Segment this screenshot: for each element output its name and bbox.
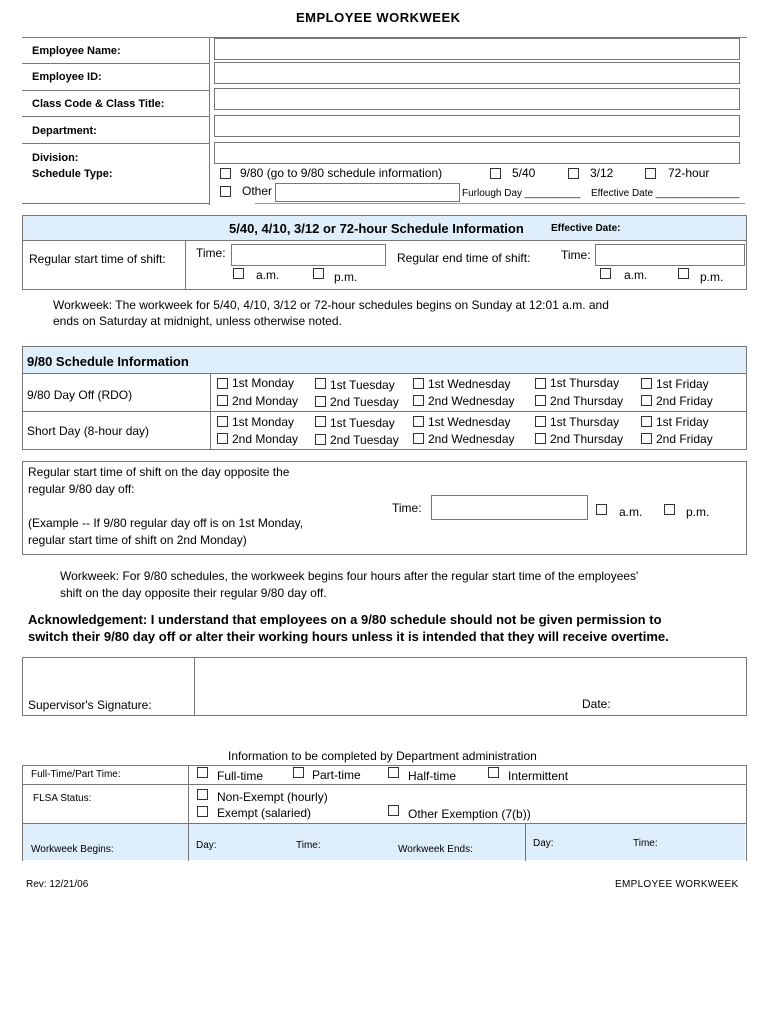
divider	[22, 63, 210, 64]
opposite-am-label: a.m.	[619, 505, 643, 519]
regular-end-label: Regular end time of shift:	[397, 251, 531, 265]
divider	[525, 823, 526, 861]
ends-time-label: Time:	[633, 838, 658, 849]
section-5-40-header: 5/40, 4/10, 3/12 or 72-hour Schedule Information	[229, 221, 524, 236]
short-2nd-wednesday-checkbox[interactable]	[413, 433, 424, 444]
exempt-checkbox[interactable]	[197, 806, 208, 817]
department-label: Department:	[32, 125, 97, 137]
rdo-1st-wednesday-label: 1st Wednesday	[428, 377, 511, 391]
workweek-begins-label: Workweek Begins:	[31, 844, 114, 855]
rdo-2nd-friday-checkbox[interactable]	[641, 395, 652, 406]
schedule-9-80-checkbox[interactable]	[220, 168, 231, 179]
short-2nd-friday-label: 2nd Friday	[656, 432, 713, 446]
employee-name-field[interactable]	[214, 38, 740, 60]
rdo-2nd-tuesday-label: 2nd Tuesday	[330, 395, 399, 409]
short-2nd-friday-checkbox[interactable]	[641, 433, 652, 444]
acknowledgement-line2: switch their 9/80 day off or alter their working hours unless it is intended that they will receive overtime.	[28, 629, 669, 644]
non-exempt-checkbox[interactable]	[197, 789, 208, 800]
rdo-2nd-friday-label: 2nd Friday	[656, 394, 713, 408]
rdo-2nd-wednesday-checkbox[interactable]	[413, 395, 424, 406]
divider	[22, 784, 747, 785]
divider	[188, 823, 189, 861]
divider	[210, 373, 211, 450]
part-time-checkbox[interactable]	[293, 767, 304, 778]
rdo-2nd-thursday-label: 2nd Thursday	[550, 394, 624, 408]
effective-date-label: Effective Date _______________	[591, 188, 740, 199]
short-1st-monday-label: 1st Monday	[232, 415, 295, 429]
signature-date-label: Date:	[582, 697, 611, 711]
short-2nd-thursday-checkbox[interactable]	[535, 433, 546, 444]
division-field[interactable]	[214, 142, 740, 164]
short-2nd-wednesday-label: 2nd Wednesday	[428, 432, 515, 446]
footer-form-name: EMPLOYEE WORKWEEK	[615, 879, 739, 890]
full-time-label: Full-time	[217, 769, 264, 783]
schedule-5-40-checkbox[interactable]	[490, 168, 501, 179]
schedule-9-80-label: 9/80 (go to 9/80 schedule information)	[240, 166, 443, 180]
schedule-72-hour-checkbox[interactable]	[645, 168, 656, 179]
half-time-checkbox[interactable]	[388, 767, 399, 778]
opposite-day-line2: regular 9/80 day off:	[28, 482, 135, 496]
begins-day-label: Day:	[196, 840, 217, 851]
end-am-label: a.m.	[624, 268, 648, 282]
workweek-note-5-40-line2: ends on Saturday at midnight, unless otherwise noted.	[53, 314, 342, 328]
half-time-label: Half-time	[408, 769, 457, 783]
supervisor-signature-label: Supervisor's Signature:	[28, 698, 152, 712]
rdo-1st-friday-label: 1st Friday	[656, 377, 709, 391]
workweek-note-9-80-line2: shift on the day opposite their regular 9/80 day off.	[60, 586, 327, 600]
supervisor-signature-field[interactable]	[196, 659, 744, 714]
example-line2: regular start time of shift on 2nd Monday)	[28, 533, 247, 547]
workweek-note-5-40-line1: Workweek: The workweek for 5/40, 4/10, 3/12 or 72-hour schedules begins on Sunday at 12:01 a.m. and	[53, 298, 609, 312]
opposite-am-checkbox[interactable]	[596, 504, 607, 515]
rdo-2nd-monday-checkbox[interactable]	[217, 395, 228, 406]
short-2nd-monday-checkbox[interactable]	[217, 433, 228, 444]
start-pm-label: p.m.	[334, 270, 358, 284]
schedule-72-hour-label: 72-hour	[668, 166, 710, 180]
other-exemption-label: Other Exemption (7(b))	[408, 807, 531, 821]
section-5-40-effective-date-label: Effective Date:	[551, 223, 621, 234]
start-time-label: Time:	[196, 246, 226, 260]
ft-pt-label: Full-Time/Part Time:	[31, 769, 121, 780]
short-1st-thursday-checkbox[interactable]	[535, 416, 546, 427]
employee-name-label: Employee Name:	[32, 45, 121, 57]
rdo-2nd-thursday-checkbox[interactable]	[535, 395, 546, 406]
rdo-2nd-tuesday-checkbox[interactable]	[315, 396, 326, 407]
short-1st-friday-label: 1st Friday	[656, 415, 709, 429]
end-am-checkbox[interactable]	[600, 268, 611, 279]
page-title: EMPLOYEE WORKWEEK	[296, 10, 461, 25]
schedule-other-label: Other	[242, 184, 273, 198]
schedule-type-label: Schedule Type:	[32, 168, 113, 180]
divider	[746, 765, 747, 861]
intermittent-label: Intermittent	[508, 769, 569, 783]
end-time-label: Time:	[561, 248, 591, 262]
short-1st-wednesday-label: 1st Wednesday	[428, 415, 511, 429]
schedule-5-40-label: 5/40	[512, 166, 536, 180]
end-time-input[interactable]	[595, 244, 745, 266]
divider	[22, 373, 747, 374]
short-1st-monday-checkbox[interactable]	[217, 416, 228, 427]
section-9-80-header: 9/80 Schedule Information	[27, 354, 189, 369]
end-pm-label: p.m.	[700, 270, 724, 284]
example-line1: (Example -- If 9/80 regular day off is on 1st Monday,	[28, 516, 304, 530]
short-day-label: Short Day (8-hour day)	[27, 424, 150, 438]
short-2nd-monday-label: 2nd Monday	[232, 432, 299, 446]
opposite-day-line1: Regular start time of shift on the day opposite the	[28, 465, 290, 479]
opposite-time-label: Time:	[392, 501, 422, 515]
part-time-label: Part-time	[312, 768, 361, 782]
other-exemption-checkbox[interactable]	[388, 805, 399, 816]
department-field[interactable]	[214, 115, 740, 137]
ends-day-label: Day:	[533, 838, 554, 849]
short-1st-friday-checkbox[interactable]	[641, 416, 652, 427]
short-2nd-tuesday-checkbox[interactable]	[315, 434, 326, 445]
rdo-1st-tuesday-checkbox[interactable]	[315, 378, 326, 389]
rdo-1st-wednesday-checkbox[interactable]	[413, 378, 424, 389]
rdo-1st-thursday-label: 1st Thursday	[550, 376, 620, 390]
rdo-2nd-wednesday-label: 2nd Wednesday	[428, 394, 515, 408]
divider	[22, 90, 210, 91]
exempt-label: Exempt (salaried)	[217, 806, 312, 820]
rdo-1st-monday-label: 1st Monday	[232, 376, 295, 390]
divider	[22, 203, 210, 204]
divider	[194, 657, 195, 716]
opposite-pm-label: p.m.	[686, 505, 710, 519]
schedule-other-field[interactable]	[275, 183, 460, 202]
rdo-1st-thursday-checkbox[interactable]	[535, 378, 546, 389]
workweek-ends-label: Workweek Ends:	[398, 844, 473, 855]
short-2nd-thursday-label: 2nd Thursday	[550, 432, 624, 446]
short-2nd-tuesday-label: 2nd Tuesday	[330, 433, 399, 447]
division-label: Division:	[32, 152, 79, 164]
divider	[22, 143, 210, 144]
rdo-1st-tuesday-label: 1st Tuesday	[330, 378, 395, 392]
employee-id-field[interactable]	[214, 62, 740, 84]
schedule-3-12-label: 3/12	[590, 166, 614, 180]
opposite-pm-checkbox[interactable]	[664, 504, 675, 515]
short-1st-tuesday-label: 1st Tuesday	[330, 416, 395, 430]
divider	[22, 411, 747, 412]
start-pm-checkbox[interactable]	[313, 268, 324, 279]
non-exempt-label: Non-Exempt (hourly)	[217, 790, 328, 804]
divider	[22, 116, 210, 117]
divider	[22, 765, 747, 766]
furlough-day-label: Furlough Day __________	[462, 188, 581, 199]
divider	[22, 240, 747, 241]
short-1st-thursday-label: 1st Thursday	[550, 415, 620, 429]
opposite-time-input[interactable]	[431, 495, 588, 520]
workweek-note-9-80-line1: Workweek: For 9/80 schedules, the workweek begins four hours after the regular start time of the employees'	[60, 569, 639, 583]
end-pm-checkbox[interactable]	[678, 268, 689, 279]
rdo-2nd-monday-label: 2nd Monday	[232, 394, 299, 408]
rdo-1st-monday-checkbox[interactable]	[217, 378, 228, 389]
class-code-field[interactable]	[214, 88, 740, 110]
rdo-label: 9/80 Day Off (RDO)	[27, 388, 133, 402]
start-time-input[interactable]	[231, 244, 386, 266]
full-time-checkbox[interactable]	[197, 767, 208, 778]
start-am-label: a.m.	[256, 268, 280, 282]
admin-header: Information to be completed by Department administration	[228, 749, 537, 763]
flsa-label: FLSA Status:	[33, 793, 92, 804]
revision-date: Rev: 12/21/06	[26, 879, 89, 890]
regular-start-label: Regular start time of shift:	[29, 252, 166, 266]
short-1st-tuesday-checkbox[interactable]	[315, 416, 326, 427]
class-code-label: Class Code & Class Title:	[32, 98, 165, 110]
employee-id-label: Employee ID:	[32, 71, 102, 83]
schedule-3-12-checkbox[interactable]	[568, 168, 579, 179]
short-1st-wednesday-checkbox[interactable]	[413, 416, 424, 427]
acknowledgement-line1: Acknowledgement: I understand that employees on a 9/80 schedule should not be given permission to	[28, 612, 662, 627]
begins-time-label: Time:	[296, 840, 321, 851]
rdo-1st-friday-checkbox[interactable]	[641, 378, 652, 389]
start-am-checkbox[interactable]	[233, 268, 244, 279]
schedule-other-checkbox[interactable]	[220, 186, 231, 197]
intermittent-checkbox[interactable]	[488, 767, 499, 778]
divider	[185, 240, 186, 290]
divider	[255, 203, 745, 204]
